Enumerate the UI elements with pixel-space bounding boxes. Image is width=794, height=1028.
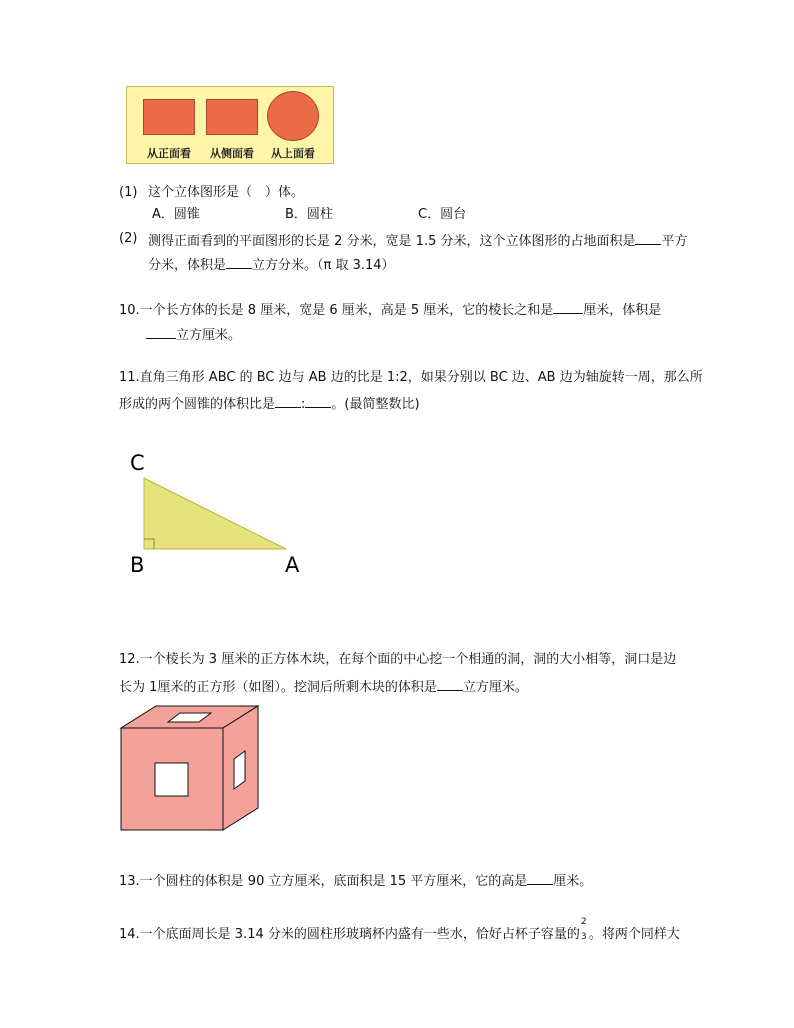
fraction-denominator: 3 — [580, 932, 587, 942]
answer-blank-area[interactable] — [635, 230, 661, 245]
fraction-two-thirds — [580, 917, 589, 944]
question-10-mid: 厘米，体积是 — [583, 303, 662, 318]
question-14-tail: 。将两个同样大 — [588, 927, 680, 942]
sub-question-2-line2 — [148, 254, 395, 275]
top-view-circle — [267, 91, 319, 141]
option-b: B．圆柱 — [285, 207, 333, 222]
sub-question-2-line1-text: 测得正面看到的平面图形的长是 2 分米，宽是 1.5 分米，这个立体图形的占地面积是 — [148, 234, 636, 249]
question-11-line2-text: 形成的两个圆锥的体积比是 — [119, 397, 276, 412]
triangle-figure — [120, 445, 320, 585]
answer-blank-ratio-1[interactable] — [275, 393, 301, 408]
side-view-rectangle — [206, 99, 258, 135]
question-10-unit: 立方厘米。 — [176, 328, 242, 343]
answer-blank-cuboid-volume[interactable] — [146, 324, 176, 339]
question-13-unit: 厘米。 — [553, 874, 593, 889]
answer-blank-ratio-2[interactable] — [305, 393, 331, 408]
option-c: C．圆台 — [418, 207, 467, 222]
question-10-text: 10.一个长方体的长是 8 厘米，宽是 6 厘米，高是 5 厘米，它的棱长之和是 — [119, 303, 554, 318]
option-a: A．圆锥 — [152, 207, 200, 222]
sub-question-2-number: (2) — [119, 231, 138, 246]
sub-question-2-line1 — [148, 230, 688, 251]
sub-question-1-text: 这个立体图形是（ ）体。 — [148, 185, 305, 200]
vertex-label-b: B — [130, 553, 145, 577]
question-12-unit: 立方厘米。 — [462, 680, 528, 695]
vertex-label-a: A — [285, 553, 300, 577]
question-12-line1: 12.一个棱长为 3 厘米的正方体木块，在每个面的中心挖一个相通的洞，洞的大小相等，洞口是边 — [119, 652, 677, 667]
sub-question-1-number: (1) — [119, 185, 138, 200]
question-14-text: 14.一个底面周长是 3.14 分米的圆柱形玻璃杯内盛有一些水，恰好占杯子容量的 — [119, 927, 580, 942]
question-12-line2-text: 长为 1厘米的正方形（如图）。挖洞后所剩木块的体积是 — [119, 680, 437, 695]
front-view-label: 从正面看 — [147, 147, 191, 160]
question-11-tail: 。(最简整数比) — [331, 397, 420, 412]
fraction-numerator: 2 — [580, 917, 587, 927]
question-12-line2 — [119, 676, 528, 697]
answer-blank-height[interactable] — [527, 870, 553, 885]
front-hole — [155, 763, 188, 796]
triangle-abc — [144, 478, 286, 549]
cube-figure — [118, 704, 263, 834]
ratio-colon: : — [301, 397, 306, 412]
answer-blank-remaining-volume[interactable] — [437, 676, 463, 691]
three-view-figure — [126, 86, 334, 164]
question-10-line2 — [146, 324, 241, 345]
vertex-label-c: C — [130, 451, 145, 475]
side-view-label: 从侧面看 — [210, 147, 254, 160]
answer-blank-volume[interactable] — [226, 254, 252, 269]
question-14 — [119, 917, 680, 944]
sub-question-2-line2-text: 分米，体积是 — [148, 258, 227, 273]
question-10-line1 — [119, 299, 661, 320]
top-view-label: 从上面看 — [271, 147, 315, 160]
sub-question-2-unit: 平方 — [661, 234, 688, 249]
question-11-line1: 11.直角三角形 ABC 的 BC 边与 AB 边的比是 1:2，如果分别以 BC 边、AB 边为轴旋转一周，那么所 — [119, 370, 703, 385]
sub-question-2-line2-tail: 立方分米。（π 取 3.14） — [252, 258, 395, 273]
front-view-rectangle — [143, 99, 195, 135]
question-13 — [119, 870, 592, 891]
question-11-line2 — [119, 393, 420, 414]
answer-blank-edge-sum[interactable] — [553, 299, 583, 314]
question-13-text: 13.一个圆柱的体积是 90 立方厘米，底面积是 15 平方厘米，它的高是 — [119, 874, 528, 889]
